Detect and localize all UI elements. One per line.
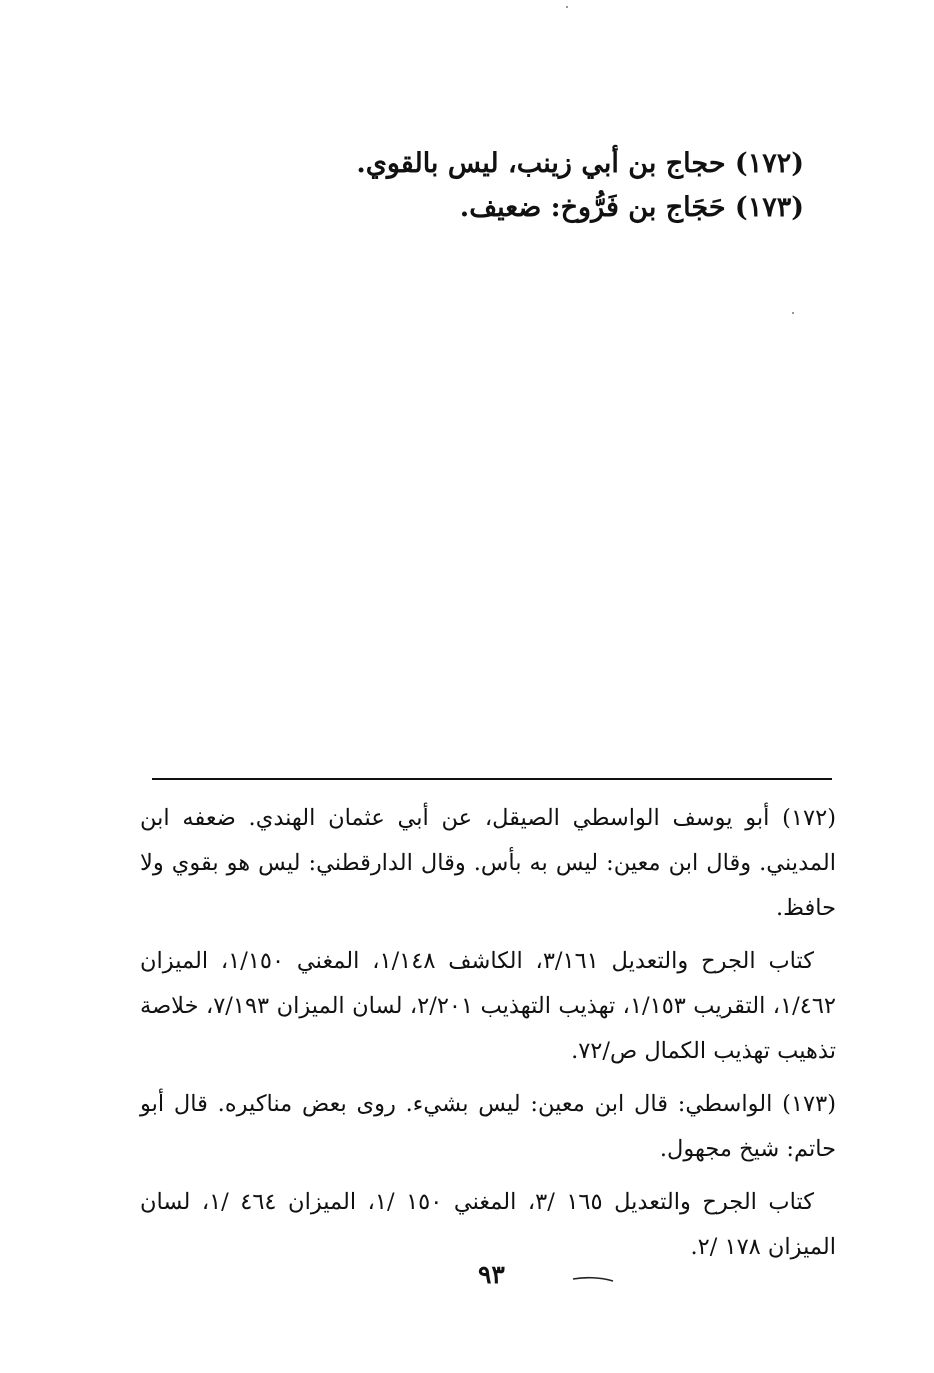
page-number: ٩٣ [478, 1260, 505, 1289]
footnote-172-sources: كتاب الجرح والتعديل ٣/١٦١، الكاشف ١/١٤٨، المغني ١/١٥٠، الميزان ١/٤٦٢، التقريب ١/١٥٣، تهذيب التهذيب ٢/٢٠١، لسان الميزان ٧/١٩٣، خلاصة تذهيب تهذيب الكمال ص/٧٢. [140, 948, 836, 1064]
footnotes [140, 796, 836, 1278]
footnote-173: (١٧٣) الواسطي: قال ابن معين: ليس بشيء. روى بعض مناكيره. قال أبو حاتم: شيخ مجهول. [140, 1091, 836, 1162]
scan-speck [566, 6, 568, 8]
page-footer [0, 1258, 934, 1298]
footnote-172: (١٧٢) أبو يوسف الواسطي الصيقل، عن أبي عثمان الهندي. ضعفه ابن المديني. وقال ابن معين: ليس به بأس. وقال الدارقطني: ليس هو بقوي ولا حافظ. [140, 805, 836, 921]
footnote-173-sources: كتاب الجرح والتعديل ١٦٥ /٣، المغني ١٥٠ /١، الميزان ٤٦٤ /١، لسان الميزان ١٧٨ /٢. [140, 1189, 836, 1260]
scan-speck [792, 312, 794, 314]
folio-dash-mark [572, 1276, 614, 1282]
footnote-separator [152, 778, 832, 780]
entry-list [244, 142, 804, 230]
entry-172: (١٧٢) حجاج بن أبي زينب، ليس بالقوي. [356, 148, 804, 179]
entry-173: (١٧٣) حَجَاج بن فَرُّوخ: ضعيف. [459, 192, 804, 223]
